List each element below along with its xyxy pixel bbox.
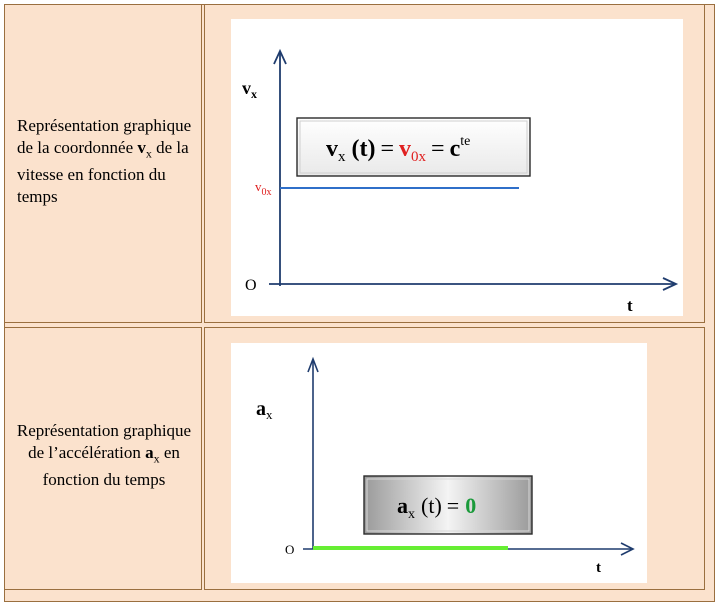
velocity-graph-panel <box>231 19 683 316</box>
y-axis-label: $v_x$ <box>242 78 257 101</box>
row1-description <box>17 115 197 208</box>
row2-desc-after: en fonction du temps <box>42 443 180 490</box>
row2-desc-sub: x <box>153 451 160 466</box>
row2-description <box>15 420 193 491</box>
row2-desc-symbol: a <box>145 443 154 462</box>
acceleration-graph-panel <box>231 343 647 583</box>
row1-desc-sub: x <box>145 146 152 161</box>
y-axis-label: $a_x$ <box>256 398 273 422</box>
velocity-equation: $v_x$ $(t) = v_{0x} = c^{te}$ <box>326 134 471 165</box>
row2-graph-cell <box>204 327 705 590</box>
row2-description-cell <box>4 327 202 590</box>
row1-description-cell <box>4 4 202 323</box>
x-axis-label: t <box>596 560 601 576</box>
row1-desc-after: de la vitesse en fonction du temps <box>17 138 189 207</box>
acceleration-graph <box>231 343 647 583</box>
origin-label: O <box>245 277 257 294</box>
level-label: $v_{0x}$ <box>255 179 272 198</box>
row1-desc-before: Représentation graphique de la coordonnée <box>17 116 192 157</box>
row2-desc-before: Représentation graphique de l’accélération <box>16 421 192 462</box>
x-axis-label: t <box>627 296 633 315</box>
velocity-graph <box>231 19 683 316</box>
acceleration-equation: $a_x$ (t) = 0 <box>397 493 477 522</box>
row1-graph-cell <box>204 4 705 323</box>
row1-desc-symbol: v <box>137 138 146 157</box>
origin-label: O <box>285 542 295 557</box>
